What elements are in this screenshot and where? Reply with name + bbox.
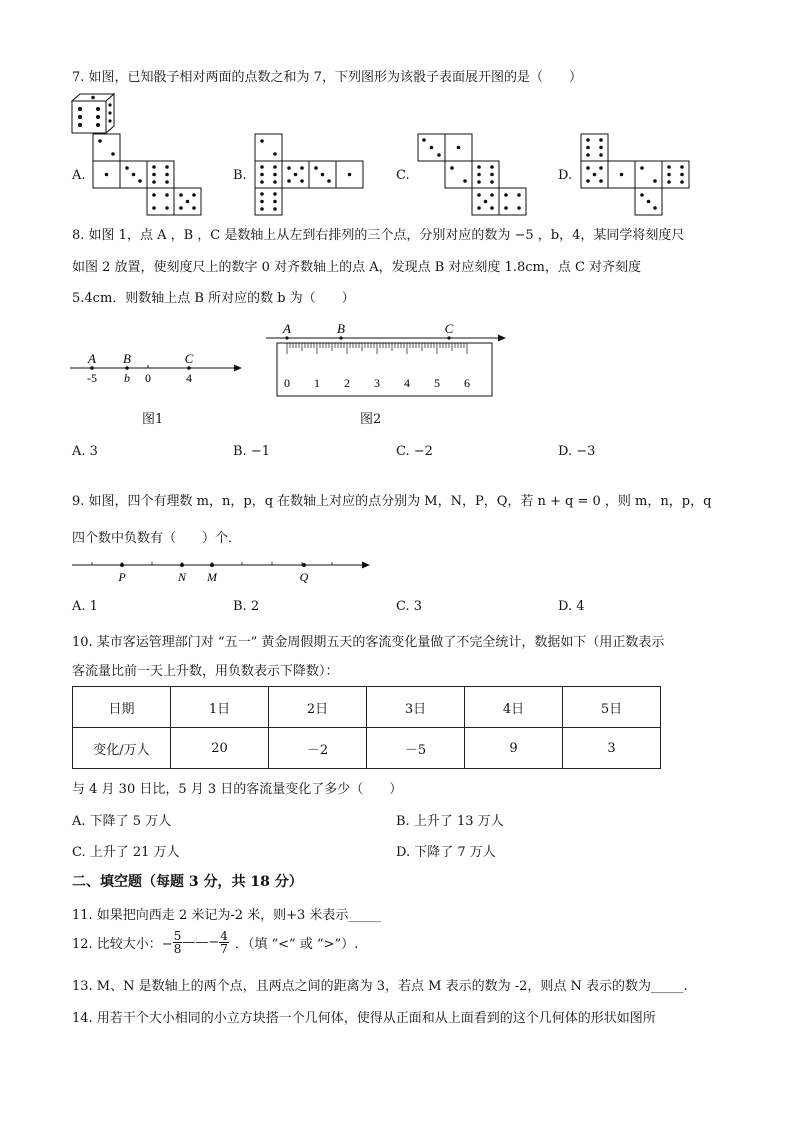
q8-ruler-tick-5: 5: [434, 376, 440, 390]
q9-number-line: [70, 552, 376, 588]
q10-data-table: [72, 686, 661, 769]
q12-suffix: ．（填 “<” 或 “>”）.: [234, 937, 359, 952]
q12-fraction-2-denominator: 7: [220, 942, 228, 956]
q10-line3: 与 4 月 30 日比，5 月 3 日的客流量变化了多少（ ）: [72, 782, 403, 797]
q9-line2: 四个数中负数有（ ）个．: [72, 531, 242, 546]
q9-point-p: P: [118, 570, 126, 584]
q13-text: 13. M、N 是数轴上的两个点，且两点之间的距离为 3，若点 M 表示的数为 -2，则点 N 表示的数为_____.: [72, 979, 688, 994]
q9-option-a: A. 1: [72, 599, 98, 614]
section-2-title: 二、填空题（每题 3 分，共 18 分）: [72, 874, 303, 890]
q8-fig1-label-a: A: [88, 351, 96, 366]
q7-net-c-figure: [415, 132, 531, 218]
q12-fraction-2: [219, 930, 229, 955]
table-row: [73, 728, 661, 769]
q8-fig1-num-0: 0: [145, 371, 151, 385]
q11-text: 11. 如果把向西走 2 米记为-2 米，则+3 米表示_____: [72, 908, 381, 923]
q8-line3: 5.4cm．则数轴上点 B 所对应的数 b 为（ ）: [72, 291, 355, 306]
q9-option-c: C. 3: [396, 599, 423, 614]
q7-stem: 7. 如图，已知骰子相对两面的点数之和为 7，下列图形为该骰子表面展开图的是（ ）: [72, 70, 582, 85]
table-cell: 20: [171, 728, 269, 769]
q8-line1: 8. 如图 1，点 A ，B ，C 是数轴上从左到右排列的三个点，分别对应的数为 −5 ，b，4，某同学将刻度尺: [72, 228, 685, 243]
q8-fig1-num-neg5: -5: [87, 371, 97, 385]
q12-prefix: 12. 比较大小：−: [72, 937, 173, 952]
table-header-cell: 3日: [367, 687, 465, 728]
q12-line: [72, 930, 358, 955]
q14-text: 14. 用若干个大小相同的小立方块搭一个几何体，使得从正面和从上面看到的这个几何体的形状如图所: [72, 1011, 656, 1026]
table-header-cell: 4日: [465, 687, 563, 728]
q10-line2: 客流量比前一天上升数，用负数表示下降数）：: [72, 664, 339, 679]
q7-net-d-figure: [578, 132, 694, 218]
table-header-cell: 日期: [73, 687, 171, 728]
q8-ruler-tick-4: 4: [404, 376, 410, 390]
q8-ruler-tick-0: 0: [284, 376, 290, 390]
table-cell: 变化/万人: [73, 728, 171, 769]
q10-option-b: B. 上升了 13 万人: [396, 814, 504, 829]
q7-option-a-label: A.: [72, 168, 86, 183]
q12-mid: ——−: [182, 935, 220, 950]
q9-option-b: B. 2: [233, 599, 260, 614]
q12-fraction-1-numerator: 5: [173, 929, 182, 943]
q8-fig1-num-4: 4: [186, 371, 192, 385]
q9-line1: 9. 如图，四个有理数 m，n，p，q 在数轴上对应的点分别为 M，N，P，Q，若 n + q = 0 ，则 m，n，p，q: [72, 494, 712, 509]
q8-ruler-tick-3: 3: [374, 376, 380, 390]
q7-option-d-label: D.: [558, 168, 573, 183]
q9-point-q: Q: [299, 570, 309, 584]
q8-fig1-caption: 图1: [142, 412, 164, 427]
q10-line1: 10. 某市客运管理部门对 “五一” 黄金周假期五天的客流变化量做了不完全统计，数据如下（用正数表示: [72, 635, 665, 650]
q8-fig2-label-a: A: [283, 321, 291, 336]
table-row: [73, 687, 661, 728]
table-cell: －5: [367, 728, 465, 769]
q8-ruler-tick-1: 1: [314, 376, 320, 390]
q8-fig2-label-b: B: [337, 321, 345, 336]
q8-fig2-label-c: C: [444, 321, 454, 336]
q8-fig1-label-b: B: [123, 351, 131, 366]
table-cell: 9: [465, 728, 563, 769]
q8-fig2-caption: 图2: [360, 412, 382, 427]
table-cell: 3: [563, 728, 661, 769]
q8-option-b: B. −1: [233, 444, 270, 459]
table-header-cell: 2日: [269, 687, 367, 728]
table-header-cell: 1日: [171, 687, 269, 728]
q8-ruler-tick-2: 2: [344, 376, 350, 390]
q8-line2: 如图 2 放置，使刻度尺上的数字 0 对齐数轴上的点 A，发现点 B 对应刻度 1.8cm，点 C 对齐刻度: [72, 260, 642, 275]
q8-option-d: D. −3: [558, 444, 596, 459]
q7-option-c-label: C.: [396, 168, 410, 183]
q10-option-c: C. 上升了 21 万人: [72, 845, 180, 860]
q12-fraction-1: [173, 930, 183, 955]
q8-fig1-num-b: b: [124, 371, 130, 385]
q9-point-m: M: [207, 570, 217, 584]
die-3d-figure: [70, 92, 118, 136]
q9-point-n: N: [177, 570, 187, 584]
q8-option-a: A. 3: [72, 444, 98, 459]
q12-fraction-2-numerator: 4: [220, 929, 228, 943]
q8-option-c: C. −2: [396, 444, 433, 459]
table-cell: －2: [269, 728, 367, 769]
q8-fig2-ruler: [262, 322, 512, 402]
q8-ruler-tick-6: 6: [464, 376, 470, 390]
q7-net-a-figure: [90, 132, 206, 218]
q10-option-a: A. 下降了 5 万人: [72, 814, 172, 829]
q8-fig1-label-c: C: [184, 351, 194, 366]
q10-option-d: D. 下降了 7 万人: [396, 845, 496, 860]
q8-fig1-number-line: [68, 346, 248, 390]
table-header-cell: 5日: [563, 687, 661, 728]
q7-net-b-figure: [252, 132, 368, 218]
q12-fraction-1-denominator: 8: [173, 942, 182, 956]
q7-option-b-label: B.: [233, 168, 247, 183]
q9-option-d: D. 4: [558, 599, 585, 614]
